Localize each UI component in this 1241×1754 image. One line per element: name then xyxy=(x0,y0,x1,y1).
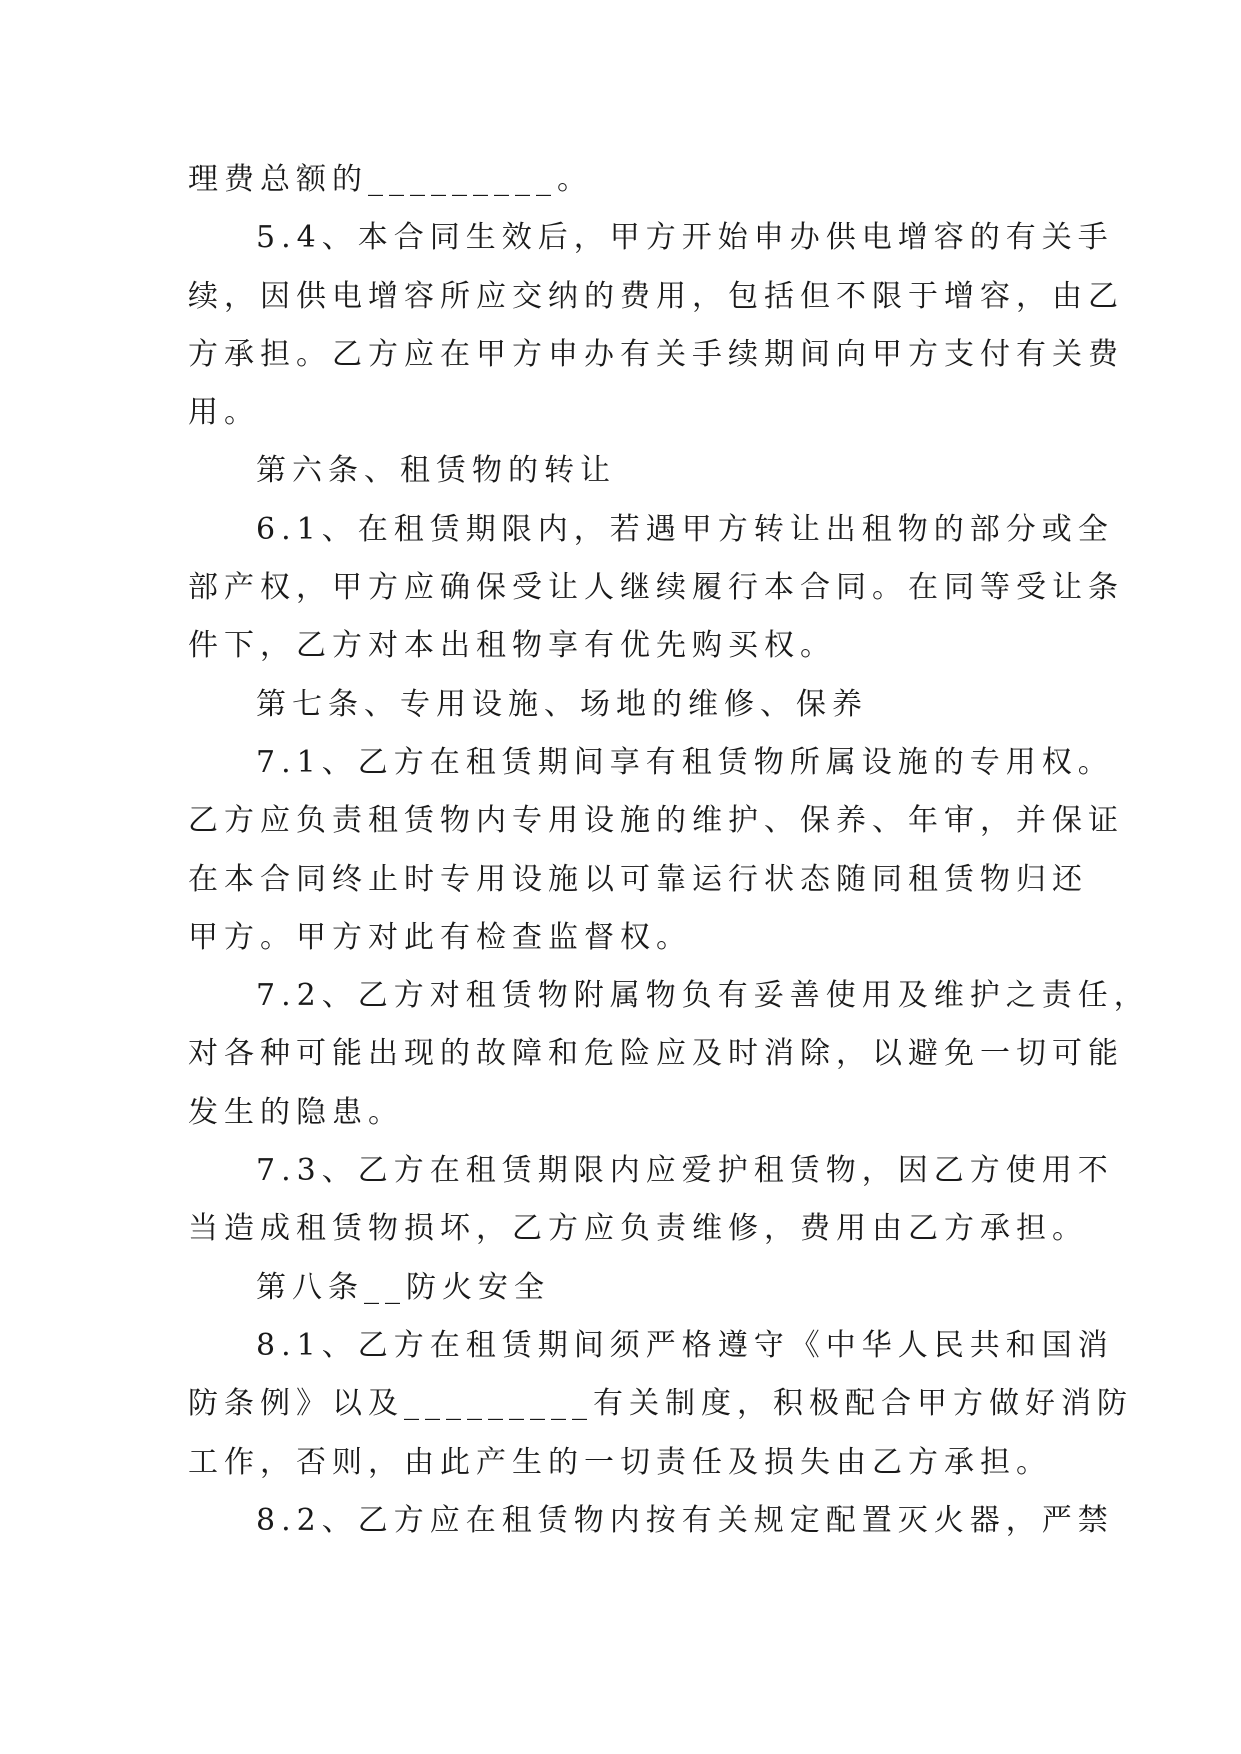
text-line: 7.1、乙方在租赁期间享有租赁物所属设施的专用权。 xyxy=(256,744,1114,780)
section-heading: 第八条__防火安全 xyxy=(256,1269,550,1305)
text-line: 8.2、乙方应在租赁物内按有关规定配置灭火器，严禁 xyxy=(256,1502,1114,1538)
section-heading: 第七条、专用设施、场地的维修、保养 xyxy=(256,686,868,722)
contract-text-body xyxy=(188,151,1150,1550)
text-line: 甲方。甲方对此有检查监督权。 xyxy=(188,919,692,955)
text-line: 当造成租赁物损坏，乙方应负责维修，费用由乙方承担。 xyxy=(188,1211,1088,1247)
text-line: 续，因供电增容所应交纳的费用，包括但不限于增容，由乙 xyxy=(188,278,1124,314)
text-line: 理费总额的_________。 xyxy=(188,162,593,197)
text-line: 乙方应负责租赁物内专用设施的维护、保养、年审，并保证 xyxy=(188,803,1124,839)
text-line: 部产权，甲方应确保受让人继续履行本合同。在同等受让条 xyxy=(188,570,1124,606)
text-line: 6.1、在租赁期限内，若遇甲方转让出租物的部分或全 xyxy=(256,511,1114,547)
section-heading: 第六条、租赁物的转让 xyxy=(256,453,616,489)
text-line: 7.2、乙方对租赁物附属物负有妥善使用及维护之责任， xyxy=(256,978,1150,1014)
text-line: 7.3、乙方在租赁期限内应爱护租赁物，因乙方使用不 xyxy=(256,1153,1114,1189)
text-line: 8.1、乙方在租赁期间须严格遵守《中华人民共和国消 xyxy=(256,1327,1114,1363)
text-line: 防条例》以及_________有关制度，积极配合甲方做好消防 xyxy=(188,1386,1133,1422)
text-line: 方承担。乙方应在甲方申办有关手续期间向甲方支付有关费 xyxy=(188,336,1124,372)
text-line: 在本合同终止时专用设施以可靠运行状态随同租赁物归还 xyxy=(188,861,1088,897)
text-line: 用。 xyxy=(188,395,260,431)
text-line: 对各种可能出现的故障和危险应及时消除，以避免一切可能 xyxy=(188,1036,1124,1072)
text-line: 发生的隐患。 xyxy=(188,1094,404,1130)
text-line: 件下，乙方对本出租物享有优先购买权。 xyxy=(188,628,836,664)
text-line: 5.4、本合同生效后，甲方开始申办供电增容的有关手 xyxy=(256,220,1114,256)
text-line: 工作，否则，由此产生的一切责任及损失由乙方承担。 xyxy=(188,1444,1052,1480)
